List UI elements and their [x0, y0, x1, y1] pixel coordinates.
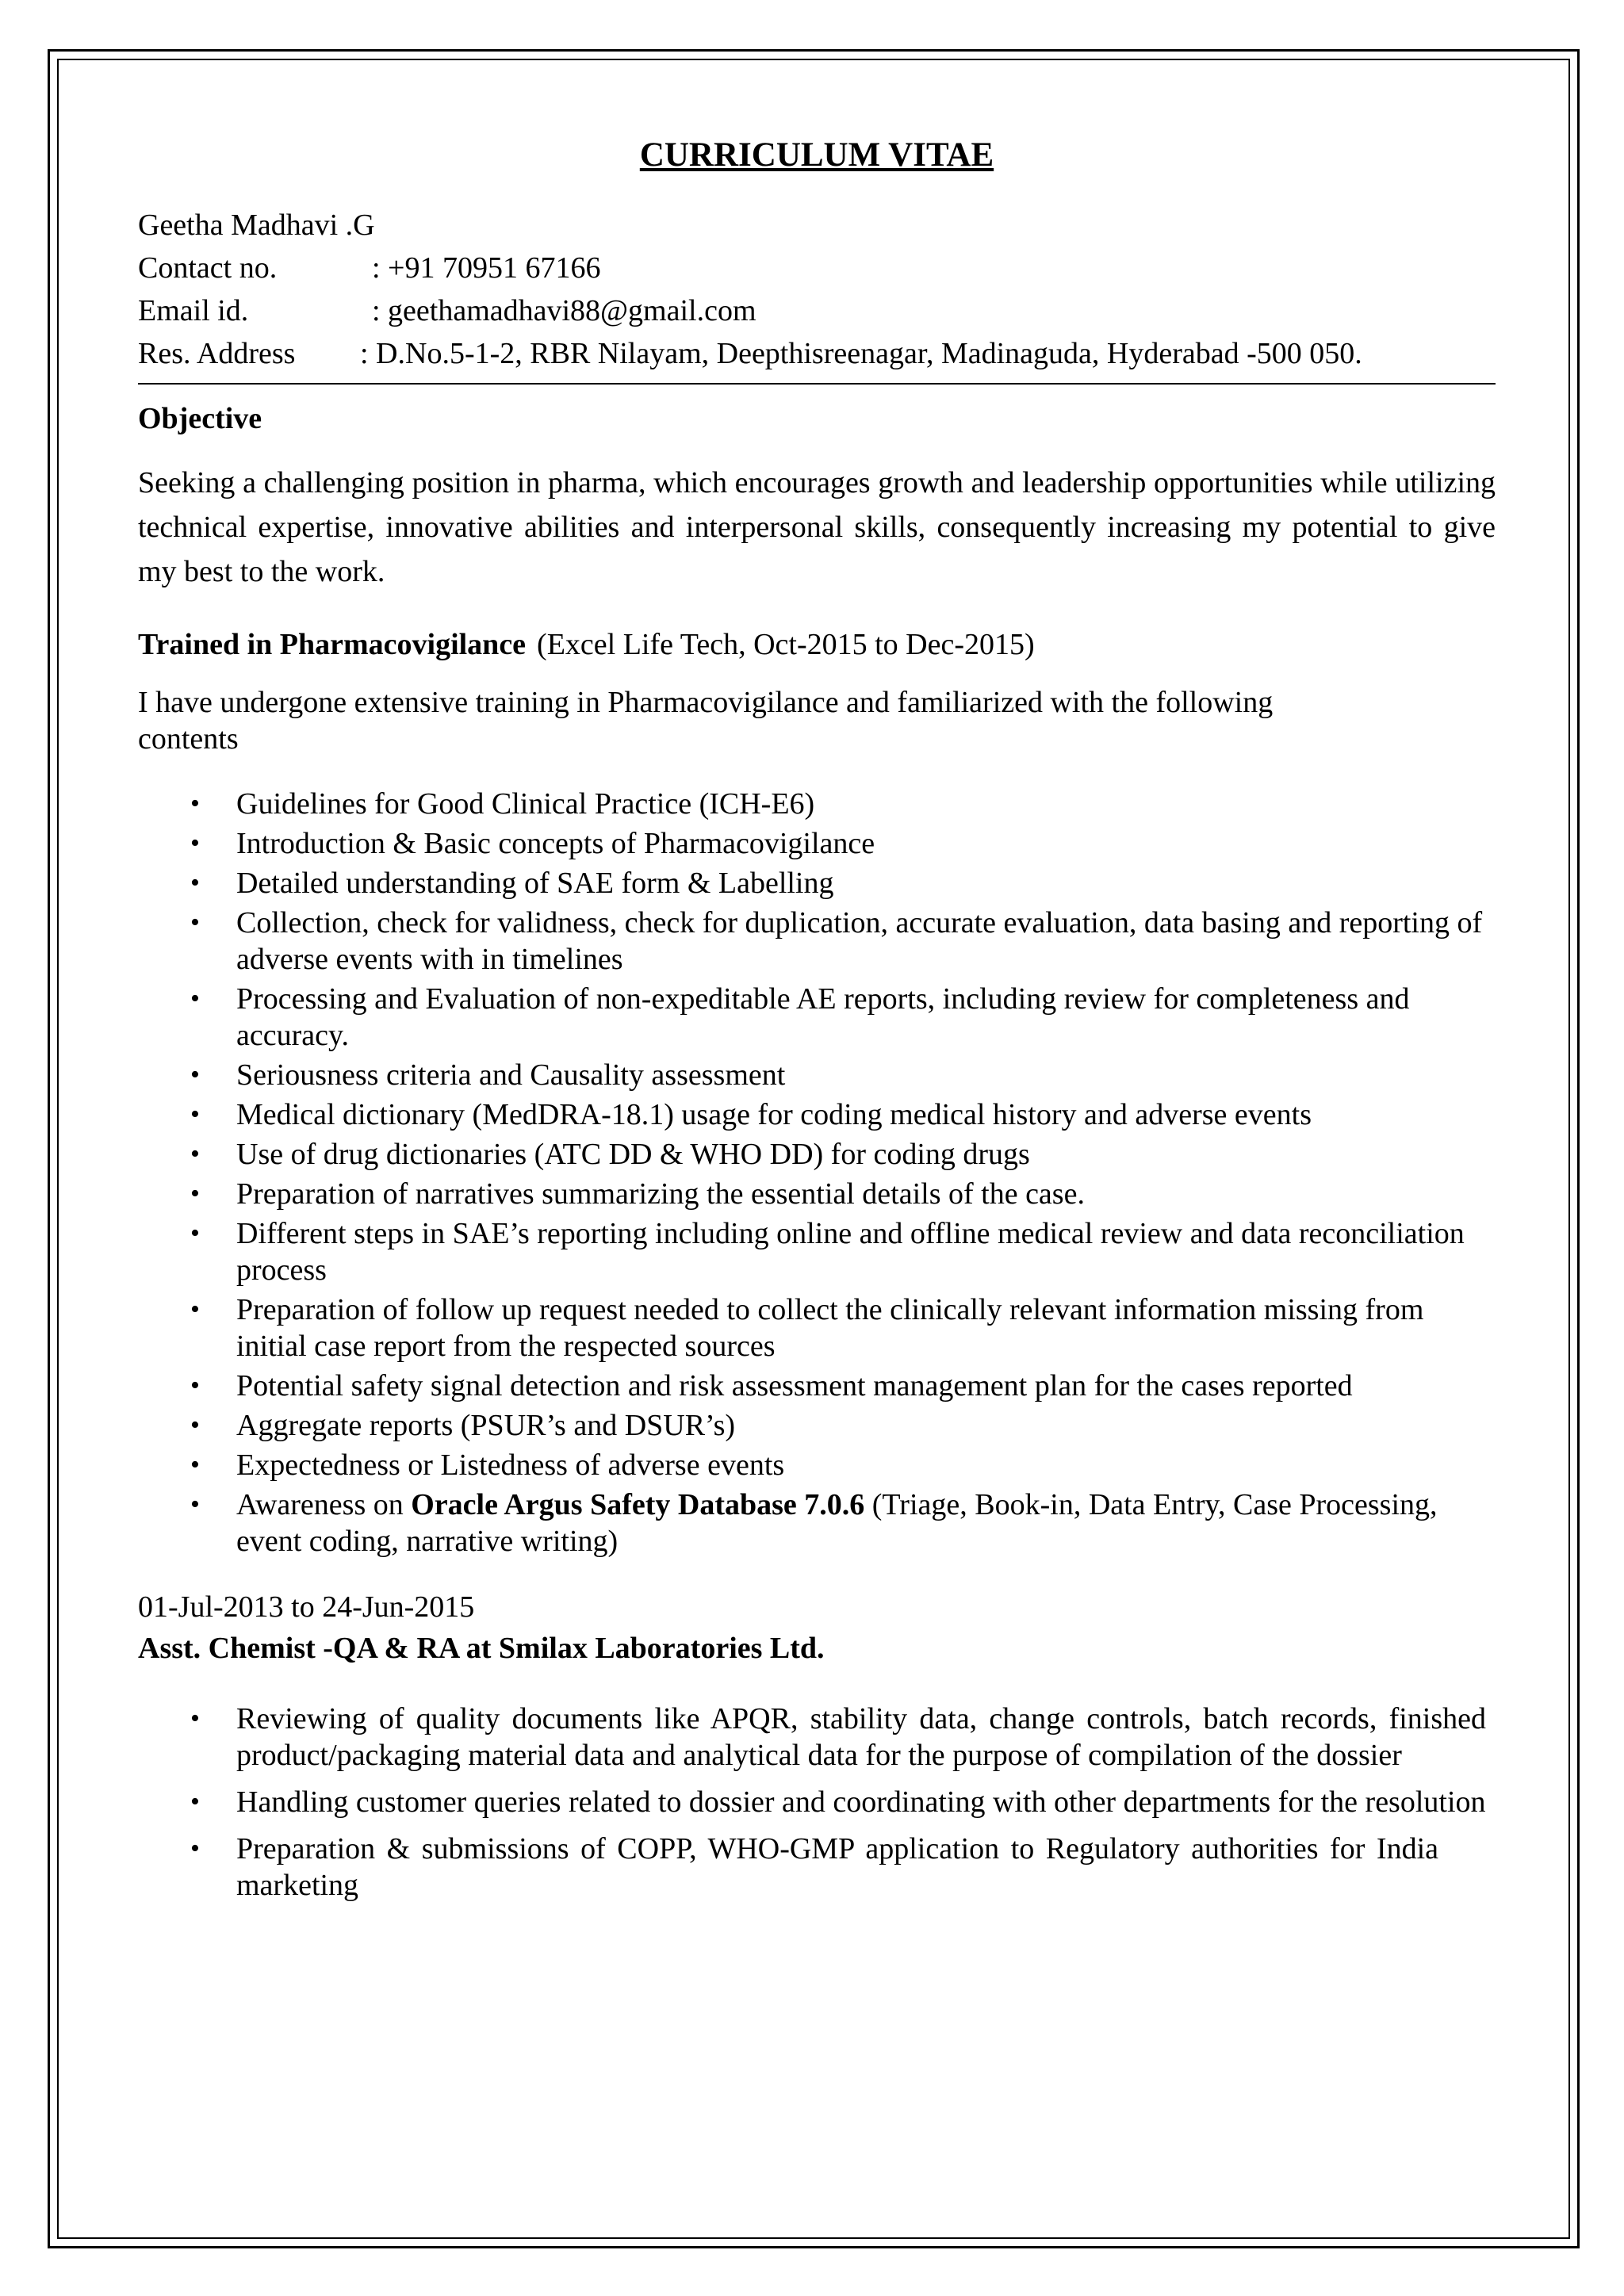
argus-prefix: Awareness on — [236, 1488, 412, 1521]
contact-email-row — [138, 289, 1496, 332]
list-item: • Different steps in SAE’s reporting including online and offline medical review and data reconciliation process — [190, 1217, 1465, 1287]
list-item: • Detailed understanding of SAE form & Labelling — [190, 867, 834, 900]
bullet-icon: • — [190, 828, 200, 858]
contact-phone-label: Contact no. — [138, 251, 278, 285]
contact-address-row — [138, 332, 1496, 375]
bullet-icon: • — [190, 789, 200, 818]
bullet-icon: • — [190, 868, 200, 897]
argus-product-name: Oracle Argus Safety Database 7.0.6 — [411, 1488, 865, 1521]
list-item: • Guidelines for Good Clinical Practice (ICH-E6) — [190, 787, 815, 821]
contact-phone-value: : +91 70951 67166 — [372, 251, 601, 285]
job-title: Asst. Chemist -QA & RA at Smilax Laboratories Ltd. — [138, 1632, 825, 1665]
contact-phone-row — [138, 247, 1496, 289]
list-item: • Use of drug dictionaries (ATC DD & WHO DD) for coding drugs — [190, 1138, 1030, 1171]
objective-text: Seeking a challenging position in pharma, which encourages growth and leadership opportunities while utilizing technical expertise, innovative abilities and interpersonal skills, consequently increasing my potential to give my best to the work. — [138, 466, 1496, 588]
list-item: • Medical dictionary (MedDRA-18.1) usage for coding medical history and adverse events — [190, 1098, 1312, 1131]
training-heading: Trained in Pharmacovigilance — [138, 628, 527, 661]
list-item: • Aggregate reports (PSUR’s and DSUR’s) — [190, 1409, 736, 1442]
document-title: CURRICULUM VITAE — [639, 136, 994, 174]
argus-suffix: (Triage, Book-in, Data Entry, Case Processing, event coding, narrative writing) — [236, 1488, 1438, 1558]
list-item: • Potential safety signal detection and risk assessment management plan for the cases reported — [190, 1369, 1353, 1402]
training-list — [138, 786, 1496, 1559]
bullet-icon: • — [190, 1139, 200, 1169]
contact-address-label: Res. Address — [138, 337, 296, 370]
bullet-icon: • — [190, 908, 200, 937]
bullet-icon: • — [190, 1295, 200, 1324]
candidate-name: Geetha Madhavi .G — [138, 209, 375, 242]
list-item: • Preparation of narratives summarizing the essential details of the case. — [190, 1177, 1085, 1211]
bullet-icon: • — [190, 1787, 200, 1816]
bullet-icon: • — [190, 1450, 200, 1479]
training-details: (Excel Life Tech, Oct-2015 to Dec-2015) — [537, 628, 1035, 661]
list-item — [138, 1487, 1486, 1559]
list-item: • Preparation & submissions of COPP, WHO-GMP application to Regulatory authorities for India marketing — [190, 1832, 1438, 1902]
bullet-icon: • — [190, 1834, 200, 1863]
bullet-icon: • — [190, 1410, 200, 1440]
training-intro: I have undergone extensive training in Pharmacovigilance and familiarized with the following contents — [138, 686, 1274, 756]
list-item: • Collection, check for validness, check for duplication, accurate evaluation, data basing and reporting of adverse events with in timelines — [190, 906, 1483, 976]
list-item: • Seriousness criteria and Causality assessment — [190, 1058, 786, 1092]
bullet-icon: • — [190, 1490, 200, 1519]
list-item: • Expectedness or Listedness of adverse events — [190, 1448, 785, 1482]
job-dates: 01-Jul-2013 to 24-Jun-2015 — [138, 1590, 475, 1624]
list-item: • Preparation of follow up request needed to collect the clinically relevant information missing from initial case report from the respected sources — [190, 1293, 1424, 1363]
objective-heading: Objective — [138, 402, 262, 435]
contact-address-value: : D.No.5-1-2, RBR Nilayam, Deepthisreenagar, Madinaguda, Hyderabad -500 050. — [360, 337, 1362, 370]
separator-line — [138, 383, 1496, 385]
bullet-icon: • — [190, 1704, 200, 1733]
bullet-icon: • — [190, 1219, 200, 1248]
list-item: • Introduction & Basic concepts of Pharmacovigilance — [190, 827, 875, 860]
contact-email-label: Email id. — [138, 294, 249, 327]
training-heading-line — [138, 622, 1496, 667]
job-duties-list — [138, 1701, 1496, 1904]
list-item: • Processing and Evaluation of non-expeditable AE reports, including review for completeness and accuracy. — [190, 982, 1410, 1052]
contact-email-value: : geethamadhavi88@gmail.com — [372, 294, 756, 327]
bullet-icon: • — [190, 1371, 200, 1400]
list-item: • Reviewing of quality documents like APQR, stability data, change controls, batch records, finished product/packaging material data and analytical data for the purpose of compilation of the dossier — [190, 1702, 1486, 1772]
bullet-icon: • — [190, 1179, 200, 1208]
bullet-icon: • — [190, 1060, 200, 1089]
list-item: • Handling customer queries related to dossier and coordinating with other departments for the resolution — [190, 1785, 1486, 1819]
bullet-icon: • — [190, 1100, 200, 1129]
cv-document — [138, 127, 1496, 1914]
bullet-icon: • — [190, 984, 200, 1013]
